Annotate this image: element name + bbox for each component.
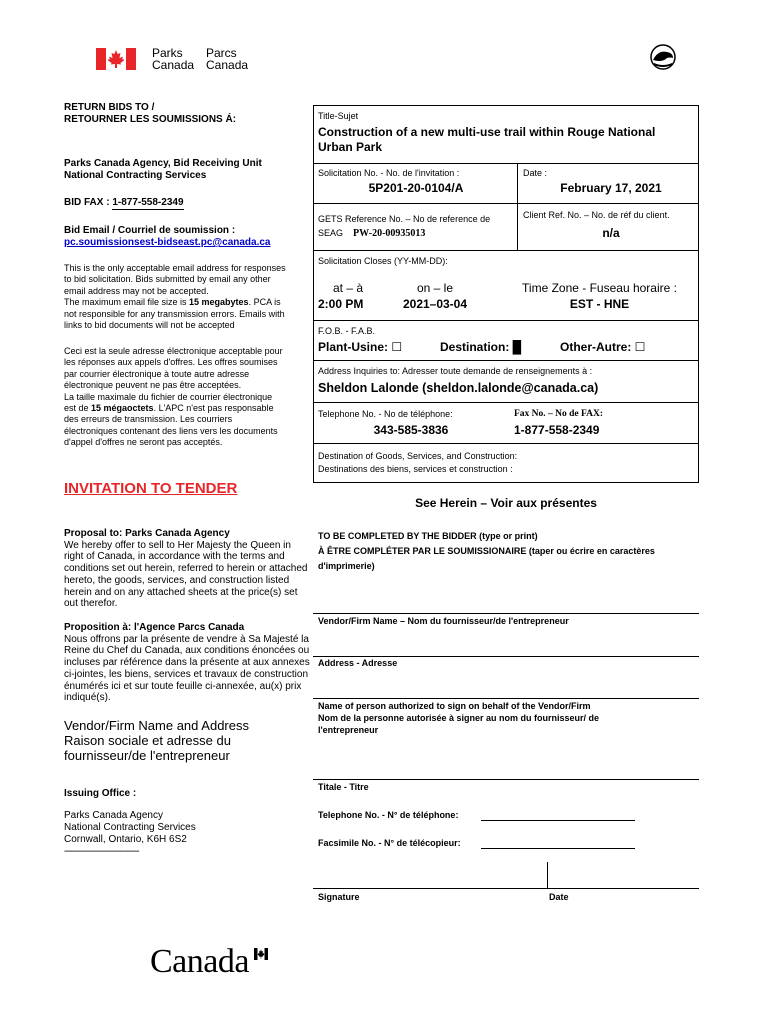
- vendor-firm-label: Vendor/Firm Name – Nom du fournisseur/de l'entrepreneur: [318, 616, 569, 626]
- bidder-telephone: [318, 810, 458, 821]
- bidder-heading-fr: À ÊTRE COMPLÉTER PAR LE SOUMISSIONAIRE (taper ou écrire en caractères: [318, 546, 655, 556]
- project-title-1: Construction of a new multi-use trail within Rouge National: [318, 125, 656, 139]
- fax-value: 1-877-558-2349: [514, 423, 600, 437]
- proposal-fr-line: indiqué(s).: [64, 692, 111, 704]
- title-label: Title-Sujet: [318, 111, 359, 121]
- bid-fax-label: BID FAX :: [64, 197, 113, 208]
- issuing-office-dashes: --------------------------------: [64, 846, 139, 857]
- fr-line: Ceci est la seule adresse électronique acceptable pour: [64, 346, 283, 356]
- bid-email-link[interactable]: pc.soumissionsest-bidseast.pc@canada.ca: [64, 237, 271, 248]
- agency-unit: National Contracting Services: [64, 170, 207, 181]
- closing-date: 2021–03-04: [402, 297, 468, 311]
- beaver-emblem-icon: [650, 44, 676, 70]
- authorized-name-field[interactable]: [313, 740, 699, 778]
- proposal-fr-line: Nous offrons par la présente de vendre à Sa Majesté la: [64, 633, 309, 645]
- vendor-address-fr-2: fournisseur/de l'entrepreneur: [64, 748, 230, 763]
- fob-destination-checkbox[interactable]: █: [512, 340, 522, 354]
- vendor-address-en: Vendor/Firm Name and Address: [64, 718, 249, 733]
- proposal-fr-line: incluses par référence dans la présente at aux annexes: [64, 657, 310, 669]
- proposal-fr-line: énumérés ici et sur toute feuille ci-annexée, au(x) prix: [64, 680, 302, 692]
- fob-plant-checkbox[interactable]: ☐: [391, 340, 403, 354]
- destination-label-en: Destination of Goods, Services, and Construction:: [318, 451, 518, 461]
- address-field[interactable]: [313, 670, 699, 698]
- solicitation-number: 5P201-20-0104/A: [368, 181, 464, 195]
- fob-other-checkbox[interactable]: ☐: [634, 340, 646, 354]
- fr-line: . L'APC n'est pas responsable: [153, 403, 274, 414]
- authorized-name-label-en: Name of person authorized to sign on behalf of the Vendor/Firm: [318, 701, 591, 711]
- telephone-label: Telephone No. - No de téléphone:: [318, 409, 453, 419]
- agency-en-2: Canada: [152, 58, 195, 72]
- issuing-office-label: Issuing Office :: [64, 788, 137, 799]
- email-policy-fr: [64, 346, 312, 449]
- at-label: at – à: [332, 281, 364, 295]
- bidder-telephone-label: Telephone No. - N° de téléphone:: [318, 810, 459, 820]
- fr-line: est de: [64, 403, 92, 414]
- client-ref-value: n/a: [602, 226, 620, 240]
- en-line: . PCA is: [248, 297, 281, 308]
- time-zone-label: Time Zone - Fuseau horaire :: [522, 281, 677, 295]
- wordmark-flag-icon: [254, 948, 268, 960]
- time-zone-value: EST - HNE: [569, 297, 630, 311]
- fr-line: La taille maximale du fichier de courrier électronique: [64, 391, 273, 402]
- proposal-fr-line: ci-jointes, les biens, services et travaux de construction: [64, 668, 308, 680]
- fr-line: les réponses aux appels d'offres. Les offres soumises: [64, 357, 278, 368]
- bidder-fax-label: Facsimile No. - N° de télécopieur:: [318, 838, 461, 848]
- fr-line: des erreurs de transmission. Les courriers: [64, 414, 233, 425]
- fr-line: électronique peuvent ne pas être acceptées.: [64, 380, 242, 391]
- date-label-bidder: Date: [549, 892, 569, 902]
- fob-plant: [318, 340, 402, 354]
- date-value: February 17, 2021: [560, 181, 662, 195]
- fob-label: F.O.B. - F.A.B.: [318, 326, 376, 336]
- inquiries-contact: Sheldon Lalonde (sheldon.lalonde@canada.ca): [318, 381, 599, 395]
- proposal-en-line: hereto, the goods, services, and construction listed: [64, 574, 290, 586]
- issuing-office-line: National Contracting Services: [64, 822, 196, 833]
- bidder-telephone-field[interactable]: [481, 808, 635, 821]
- fob-destination: [440, 340, 521, 354]
- invitation-title: INVITATION TO TENDER: [64, 480, 238, 497]
- parks-canada-logo: [96, 48, 256, 72]
- en-line: The maximum email file size is: [64, 297, 190, 308]
- fr-line: par courrier électronique à toute autre adresse: [64, 368, 250, 379]
- closing-time: 2:00 PM: [318, 297, 364, 311]
- bid-email-label: Bid Email / Courriel de soumission :: [64, 225, 236, 236]
- date-field[interactable]: [548, 862, 699, 888]
- fob-other-label: Other-Autre:: [560, 340, 635, 354]
- proposal-en-line: We hereby offer to sell to Her Majesty the Queen in: [64, 539, 291, 551]
- bidder-fax-field[interactable]: [481, 836, 635, 849]
- fr-line: d'appel d'offres ne seront pas acceptés.: [64, 437, 223, 448]
- proposal-en-line: herein and on any attached sheets at the price(s) set: [64, 586, 298, 598]
- address-label: Address - Adresse: [318, 658, 398, 668]
- closes-label: Solicitation Closes (YY-MM-DD):: [318, 256, 448, 266]
- see-herein: See Herein – Voir aux présentes: [415, 496, 597, 510]
- en-line: email address may not be accepted.: [64, 285, 209, 296]
- gets-label-2: SEAG: [318, 228, 344, 238]
- proposal-en-title: Proposal to: Parks Canada Agency: [64, 528, 230, 539]
- issuing-office-line: Parks Canada Agency: [64, 810, 163, 821]
- destination-label-fr: Destinations des biens, services et construction :: [318, 464, 513, 474]
- inquiries-label: Address Inquiries to: Adresser toute demande de renseignements à :: [318, 366, 593, 376]
- bidder-fax: [318, 838, 461, 849]
- return-bids-title-en: RETURN BIDS TO /: [64, 102, 155, 113]
- vendor-address-fr-1: Raison sociale et adresse du: [64, 733, 231, 748]
- agency-name: Parks Canada Agency, Bid Receiving Unit: [64, 158, 262, 169]
- email-policy-en: [64, 263, 312, 331]
- canada-flag-icon: [96, 48, 136, 70]
- en-line-bold: 15 megabytes: [189, 297, 249, 308]
- proposal-fr-line: Reine du Chef du Canada, aux conditions énoncées ou: [64, 645, 310, 657]
- bid-fax: [64, 197, 184, 210]
- canada-wordmark: [150, 944, 249, 980]
- solicitation-label: Solicitation No. - No. de l'invitation :: [318, 168, 460, 178]
- client-ref-label: Client Ref. No. – No. de réf du client.: [523, 210, 670, 220]
- signature-label: Signature: [318, 892, 360, 902]
- telephone-value: 343-585-3836: [373, 423, 449, 437]
- on-label: on – le: [416, 281, 454, 295]
- proposal-en-line: out therefor.: [64, 598, 118, 610]
- en-line: not responsible for any transmission errors. Emails with: [64, 308, 285, 319]
- bid-fax-number: 1-877-558-2349: [112, 197, 184, 208]
- date-label: Date :: [523, 168, 548, 178]
- title-field-label: Titale - Titre: [318, 782, 369, 792]
- fob-other: [560, 340, 645, 354]
- fr-line: électroniques contenant des liens vers les documents: [64, 425, 278, 436]
- agency-fr-1: Parcs: [206, 46, 237, 60]
- fax-label: Fax No. – No de FAX:: [514, 409, 604, 419]
- vendor-firm-field[interactable]: [313, 628, 699, 656]
- proposal-en-line: conditions set out herein, referred to herein or attached: [64, 563, 308, 575]
- issuing-office-line: Cornwall, Ontario, K6H 6S2: [64, 834, 187, 845]
- signature-field[interactable]: [313, 862, 547, 888]
- en-line: to bid solicitation. Bids submitted by email any other: [64, 274, 271, 285]
- fob-plant-label: Plant-Usine:: [318, 340, 392, 354]
- authorized-name-label-fr-2: l'entrepreneur: [318, 725, 379, 735]
- agency-en-1: Parks: [152, 46, 183, 60]
- bidder-heading-en: TO BE COMPLETED BY THE BIDDER (type or print): [318, 531, 538, 541]
- bidder-heading-fr-2: d'imprimerie): [318, 561, 375, 571]
- en-line: links to bid documents will not be accepted: [64, 320, 235, 331]
- gets-value: PW-20-00935013: [353, 228, 426, 239]
- agency-fr-2: Canada: [206, 58, 249, 72]
- fob-destination-label: Destination:: [440, 340, 513, 354]
- gets-label: GETS Reference No. – No de reference de: [318, 214, 491, 224]
- proposal-en-line: right of Canada, in accordance with the terms and: [64, 551, 285, 563]
- project-title-2: Urban Park: [318, 140, 383, 154]
- fr-line-bold: 15 mégaoctets: [91, 403, 154, 414]
- authorized-name-label-fr: Nom de la personne autorisée à signer au nom du fournisseur/ de: [318, 713, 600, 723]
- en-line: This is the only acceptable email address for responses: [64, 263, 286, 273]
- canada-wordmark-text: Canada: [150, 943, 249, 980]
- proposal-fr-title: Proposition à: l'Agence Parcs Canada: [64, 622, 245, 633]
- return-bids-title-fr: RETOURNER LES SOUMISSIONS Á:: [64, 114, 237, 125]
